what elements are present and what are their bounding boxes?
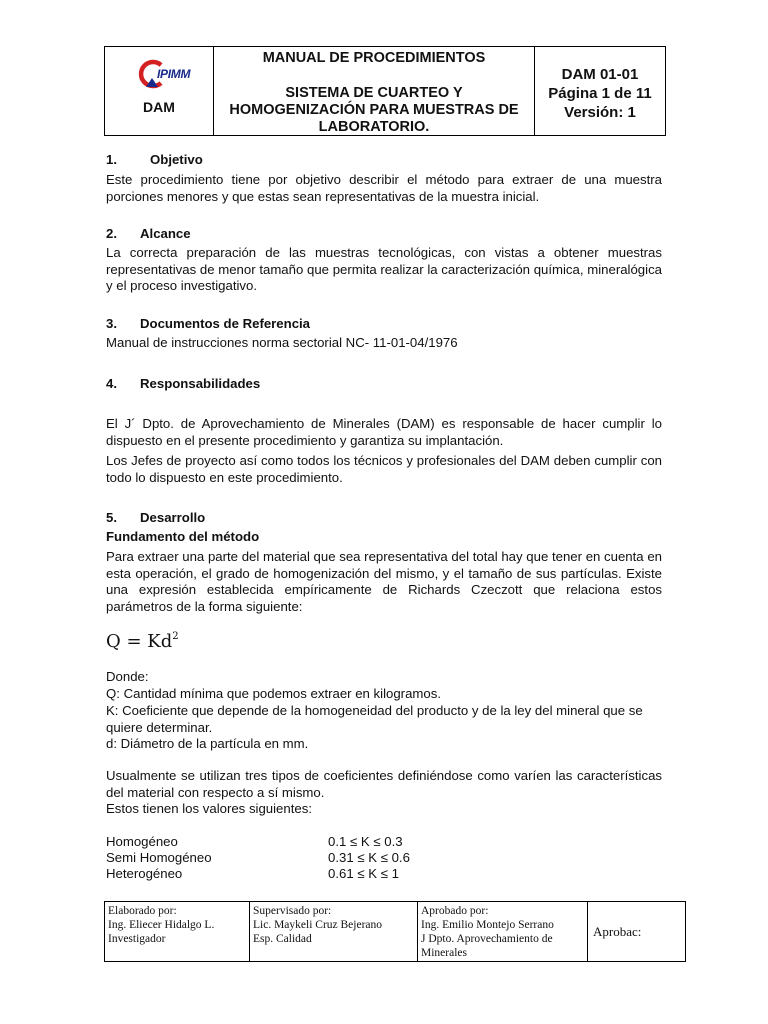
definition-d: d: Diámetro de la partícula en mm. [106,736,309,751]
procedure-title-line-2: HOMOGENIZACIÓN PARA MUESTRAS DE [229,102,519,118]
section-2-text: La correcta preparación de las muestras tecnológicas, con vistas a obtener muestras representativas de menor tamaño que permita realizar la caracterización química, mineralógica y el proceso investigativo. [106,245,662,293]
section-3-text: Manual de instrucciones norma sectorial NC- 11-01-04/1976 [106,335,458,350]
approval-table [104,901,686,962]
page-number: Página 1 de 11 [548,85,652,102]
section-1-text: Este procedimiento tiene por objetivo describir el método para extraer de una muestra porciones menores y que estas sean representativas de la muestra inicial. [106,172,662,204]
section-5-heading: 5. Desarrollo [106,510,206,525]
manual-title: MANUAL DE PROCEDIMIENTOS [262,50,486,66]
section-2-heading: 2. Alcance [106,226,191,241]
coefficients-values-intro: Estos tienen los valores siguientes: [106,801,312,816]
header-table [104,46,666,136]
approver-name: Ing. Emilio Montejo Serrano [421,919,554,931]
method-subheading: Fundamento del método [106,529,260,544]
definition-k: K: Coeficiente que depende de la homogeneidad del producto y de la ley del mineral que se quiere determinar. [106,703,643,735]
author-role: Investigador [108,933,166,945]
donde-label: Donde: [106,669,149,684]
section-1-heading: 1. Objetivo [106,152,203,167]
coefficient-row: Heterogéneo 0.61 ≤ K ≤ 1 [106,866,399,881]
coefficient-row: Homogéneo 0.1 ≤ K ≤ 0.3 [106,834,403,849]
author-name: Ing. Eliecer Hidalgo L. [108,919,215,931]
doc-info-cell [535,47,665,135]
logo-cell [105,47,214,135]
section-4-heading: 4. Responsabilidades [106,376,261,391]
coefficients-intro: Usualmente se utilizan tres tipos de coeficientes definiéndose como varíen las características del material con respecto a sí mismo. [106,768,662,800]
definition-q: Q: Cantidad mínima que podemos extraer en kilogramos. [106,686,441,701]
doc-code: DAM 01-01 [561,66,639,83]
title-cell [214,47,535,135]
logo-text: IPIMM [157,67,191,81]
aprobac-cell: Aprobac: [593,923,642,939]
section-4-text-1: El J´ Dpto. de Aprovechamiento de Minerales (DAM) es responsable de hacer cumplir lo dispuesto en el presente procedimiento y garantiza su implantación. [106,416,662,448]
supervisado-cell: Supervisado por: Lic. Maykeli Cruz Bejerano Esp. Calidad [250,902,418,961]
richards-formula: $Q = Kd^2$ [106,631,179,652]
procedure-title-line-3: LABORATORIO. [318,119,430,135]
doc-version: Versión: 1 [564,104,636,121]
elaborado-cell: Elaborado por: Ing. Eliecer Hidalgo L. Investigador [105,902,250,961]
procedure-title-line-1: SISTEMA DE CUARTEO Y [285,85,463,101]
logo-department: DAM [143,99,175,115]
approver-role: J Dpto. Aprovechamiento de Minerales [421,933,553,959]
aprobado-cell: Aprobado por: Ing. Emilio Montejo Serrano J Dpto. Aprovechamiento de Minerales [418,902,588,961]
section-5-text: Para extraer una parte del material que sea representativa del total hay que tener en cuenta en esta operación, el grado de homogenización del mismo, y el tamaño de sus partículas. Existe una expresión establecida empíricamente de Richards Czeczott que relaciona estos parámetros de la forma siguiente: [106,549,662,614]
coefficient-row: Semi Homogéneo 0.31 ≤ K ≤ 0.6 [106,850,410,865]
section-3-heading: 3. Documentos de Referencia [106,316,311,331]
supervisor-name: Lic. Maykeli Cruz Bejerano [253,919,383,931]
supervisor-role: Esp. Calidad [253,933,312,945]
section-4-text-2: Los Jefes de proyecto así como todos los técnicos y profesionales del DAM deben cumplir con todo lo dispuesto en este procedimiento. [106,453,662,485]
